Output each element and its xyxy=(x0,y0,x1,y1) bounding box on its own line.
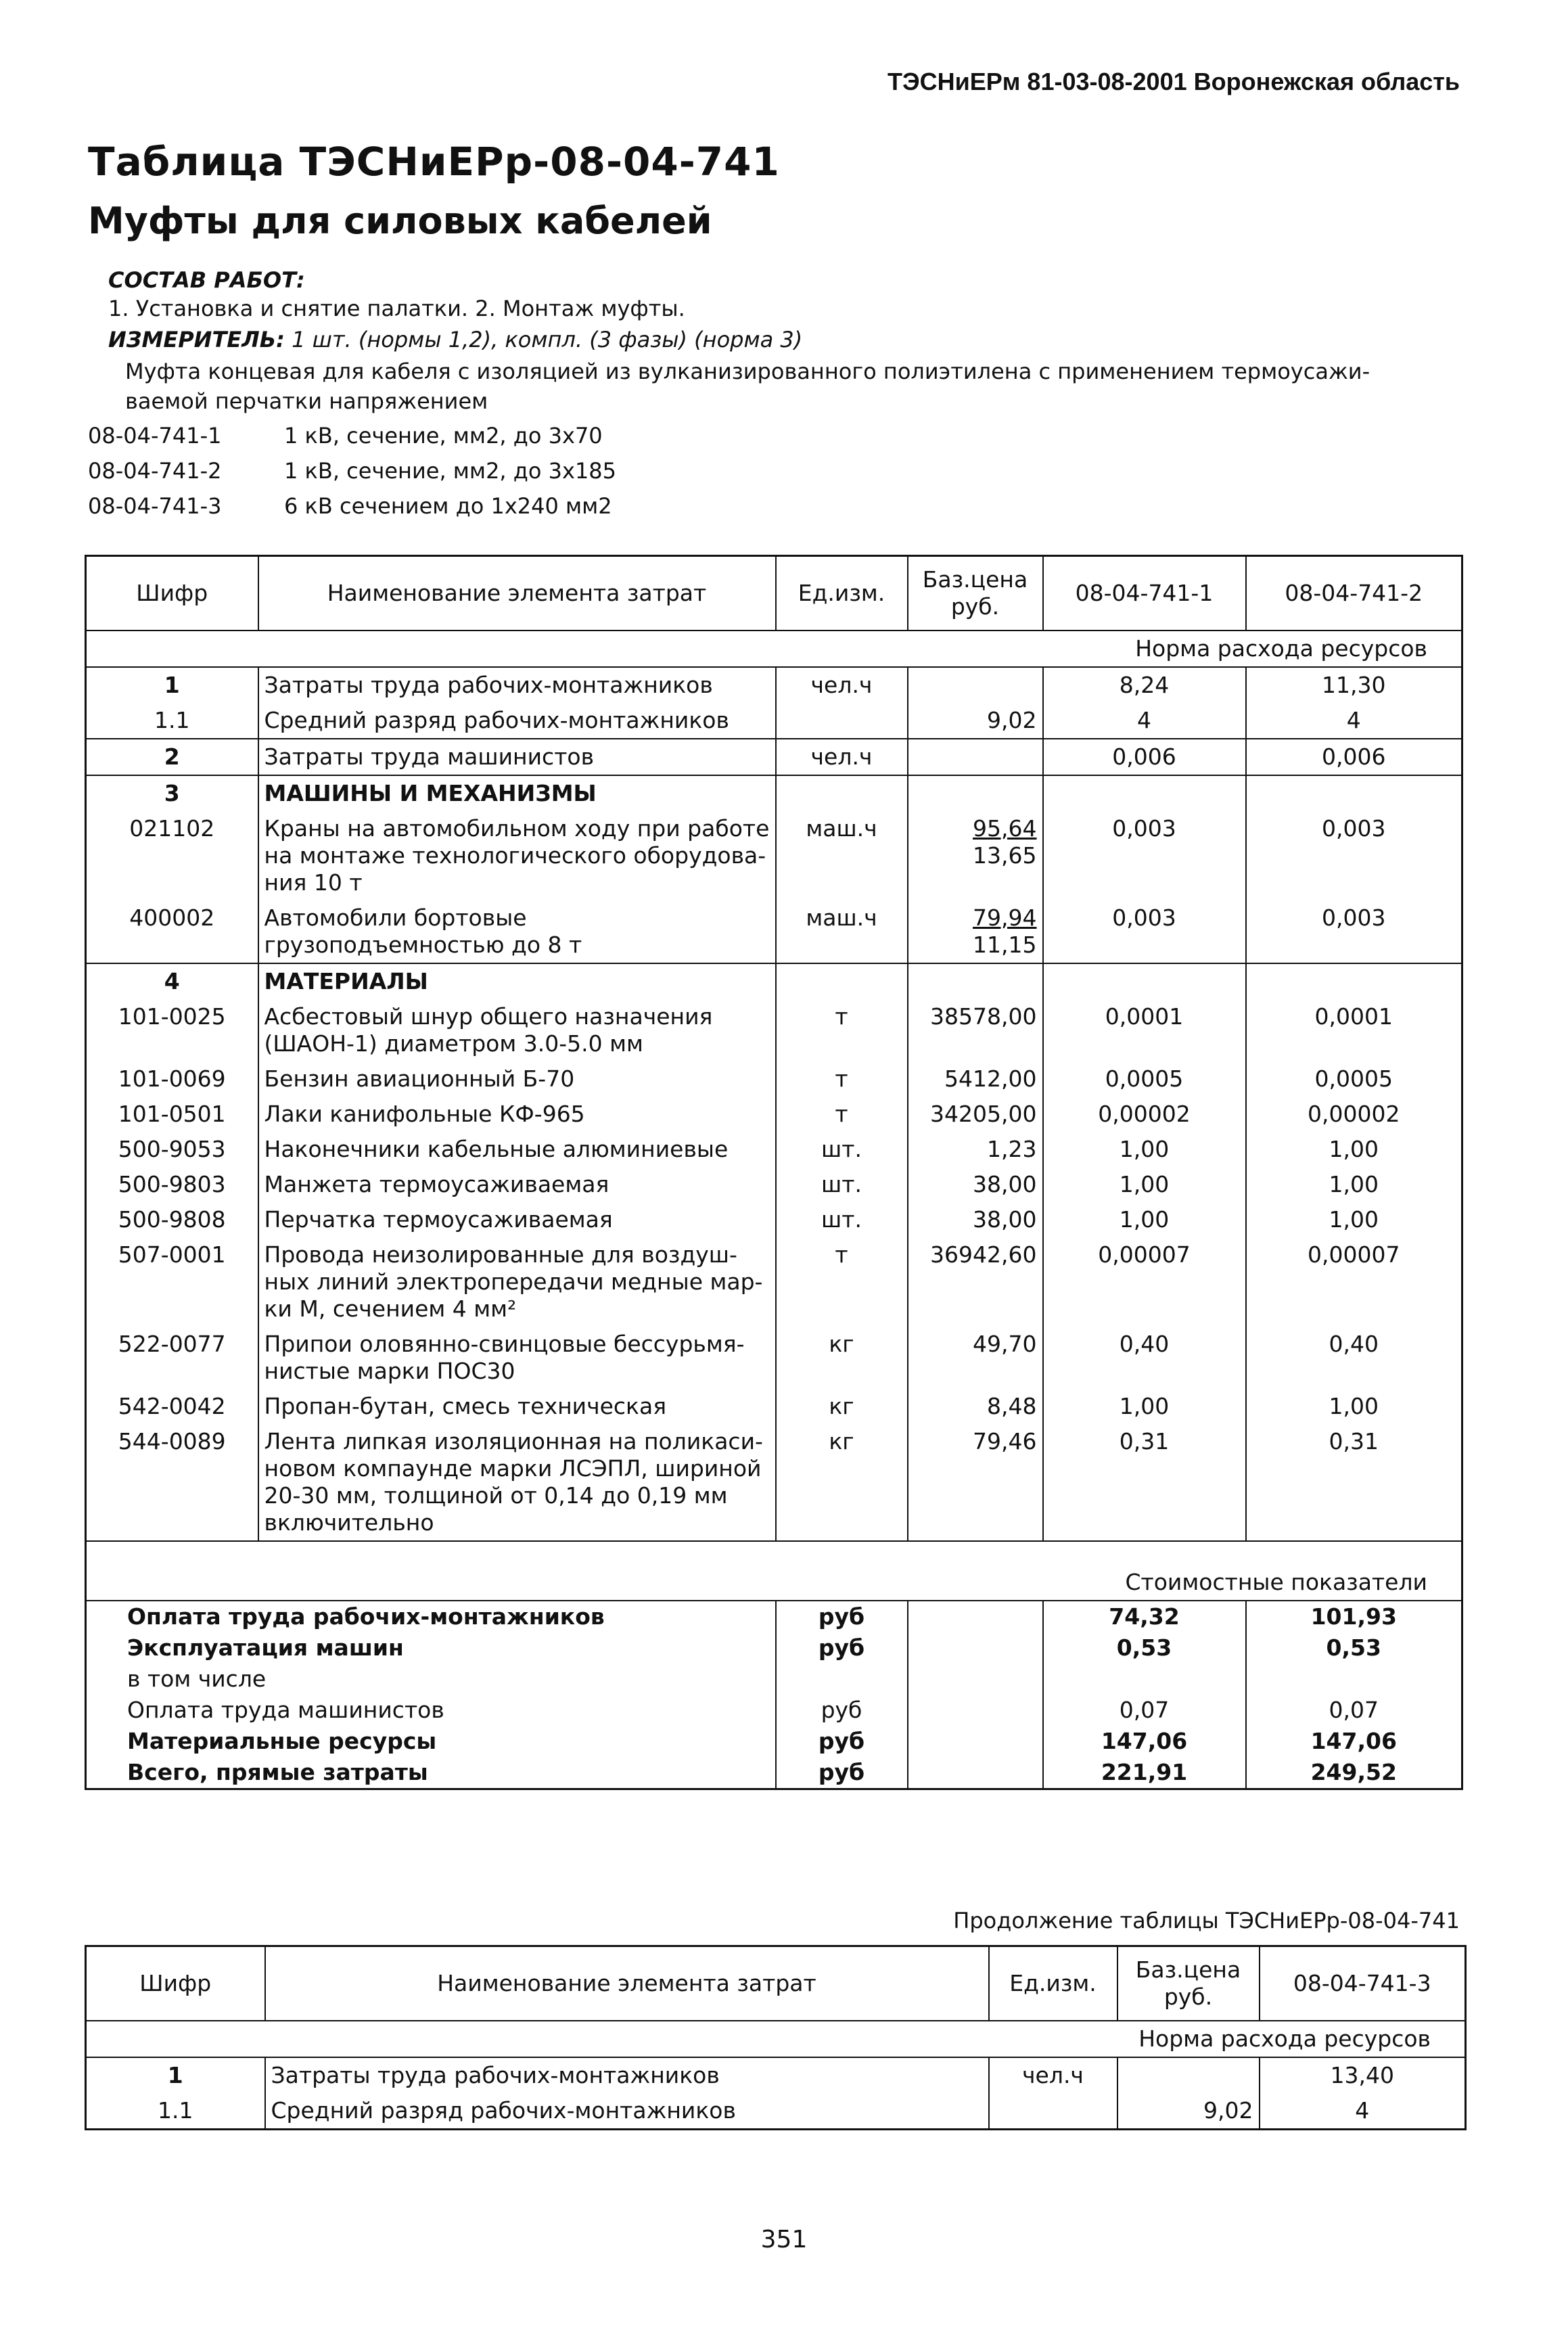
row-shifr: 500-9803 xyxy=(86,1167,258,1202)
cost-price xyxy=(908,1664,1043,1695)
code-item xyxy=(88,458,616,484)
row-value-1: 1,00 xyxy=(1043,1202,1246,1237)
row-value-1: 0,003 xyxy=(1043,900,1246,963)
row-name: Затраты труда рабочих-монтажников xyxy=(258,667,776,703)
cost-value-2 xyxy=(1246,1664,1462,1695)
row-shifr: 522-0077 xyxy=(86,1327,258,1389)
row-value-2: 0,006 xyxy=(1246,739,1462,775)
row-price: 8,48 xyxy=(908,1389,1043,1424)
row-value-2 xyxy=(1246,963,1462,999)
cost-unit: руб xyxy=(776,1726,908,1757)
row-unit: шт. xyxy=(776,1202,908,1237)
header-price xyxy=(908,556,1043,631)
row-shifr: 500-9808 xyxy=(86,1202,258,1237)
row-unit: чел.ч xyxy=(776,739,908,775)
row-price: 49,70 xyxy=(908,1327,1043,1389)
table-row xyxy=(86,1097,1462,1132)
row-unit: т xyxy=(776,1237,908,1327)
norm-caption-row xyxy=(86,2021,1466,2057)
row-name: Пропан-бутан, смесь техническая xyxy=(258,1389,776,1424)
row-unit: т xyxy=(776,1097,908,1132)
row-name: Автомобили бортовые грузоподъемностью до 8 т xyxy=(258,900,776,963)
description-line-2: ваемой перчатки напряжением xyxy=(125,388,488,414)
header-shifr: Шифр xyxy=(86,556,258,631)
resource-table xyxy=(85,555,1463,1790)
table-row xyxy=(86,703,1462,739)
cost-value-2: 249,52 xyxy=(1310,1758,1397,1785)
cost-caption: Стоимостные показатели xyxy=(86,1541,1462,1601)
header-price-line2: руб. xyxy=(950,593,1000,620)
row-value-1: 0,00007 xyxy=(1043,1237,1246,1327)
cost-unit: руб xyxy=(776,1632,908,1664)
row-price: 38,00 xyxy=(908,1202,1043,1237)
table-header-row xyxy=(86,556,1462,631)
row-shifr: 1.1 xyxy=(86,2093,265,2130)
cost-name: Оплата труда рабочих-монтажников xyxy=(86,1601,776,1632)
row-value-1 xyxy=(1043,775,1246,811)
row-price: 1,23 xyxy=(908,1132,1043,1167)
row-name: Припои оловянно-свинцовые бессурьмя-нистые марки ПОС30 xyxy=(258,1327,776,1389)
row-unit: кг xyxy=(776,1327,908,1389)
row-unit xyxy=(776,963,908,999)
price-base: 79,94 xyxy=(973,904,1037,931)
description-line-1: Муфта концевая для кабеля с изоляцией из вулканизированного полиэтилена с применением термоусажи- xyxy=(125,359,1370,384)
row-value-2: 1,00 xyxy=(1329,1170,1379,1197)
row-value-1: 1,00 xyxy=(1043,1389,1246,1424)
row-value-2: 1,00 xyxy=(1329,1135,1379,1162)
row-value-2: 0,00007 xyxy=(1308,1241,1400,1268)
price-wage: 11,15 xyxy=(973,931,1037,958)
row-value-2: 0,40 xyxy=(1329,1330,1379,1357)
norm-caption: Норма расхода ресурсов xyxy=(86,631,1462,667)
cost-value-1: 74,32 xyxy=(1043,1601,1246,1632)
cost-price xyxy=(908,1726,1043,1757)
cost-row xyxy=(86,1632,1462,1664)
table-row xyxy=(86,1061,1462,1097)
cost-row xyxy=(86,1695,1462,1726)
row-price xyxy=(1117,2057,1260,2093)
row-value-2: 11,30 xyxy=(1246,667,1462,703)
cost-unit xyxy=(776,1664,908,1695)
cost-row xyxy=(86,1726,1462,1757)
table-row xyxy=(86,2057,1466,2093)
row-shifr: 2 xyxy=(86,739,258,775)
table-header-row xyxy=(86,1946,1466,2021)
table-subtitle: Муфты для силовых кабелей xyxy=(88,200,712,242)
row-name: Бензин авиационный Б-70 xyxy=(258,1061,776,1097)
row-value-2: 4 xyxy=(1346,706,1361,733)
cost-name: Материальные ресурсы xyxy=(86,1726,776,1757)
resource-rows xyxy=(86,667,1462,1541)
row-value-2: 0,31 xyxy=(1329,1427,1379,1455)
table-row xyxy=(86,1327,1462,1389)
header-name: Наименование элемента затрат xyxy=(265,1946,989,2021)
row-name: МАТЕРИАЛЫ xyxy=(258,963,776,999)
norm-caption-row xyxy=(86,631,1462,667)
row-value-2 xyxy=(1246,775,1462,811)
cost-price xyxy=(908,1757,1043,1789)
row-name: Лаки канифольные КФ-965 xyxy=(258,1097,776,1132)
table-row xyxy=(86,1167,1462,1202)
row-price: 9,02 xyxy=(908,703,1043,739)
cost-price xyxy=(908,1632,1043,1664)
meter-text: 1 шт. (нормы 1,2), компл. (3 фазы) (норма 3) xyxy=(292,327,803,352)
row-name: Асбестовый шнур общего назначения (ШАОН-1) диаметром 3.0-5.0 мм xyxy=(258,999,776,1061)
code-text: 1 кВ, сечение, мм2, до 3х185 xyxy=(284,458,617,484)
cost-name: в том числе xyxy=(86,1664,776,1695)
cost-rows xyxy=(86,1601,1462,1789)
code-id: 08-04-741-2 xyxy=(88,458,222,484)
row-unit: кг xyxy=(776,1424,908,1541)
code-text: 6 кВ сечением до 1х240 мм2 xyxy=(284,493,612,519)
table-row xyxy=(86,667,1462,703)
cost-value-2: 0,53 xyxy=(1326,1634,1381,1661)
row-price: 9,02 xyxy=(1117,2093,1260,2130)
row-name: Провода неизолированные для воздуш-ных линий электропередачи медные мар-ки М, сечением 4 мм² xyxy=(258,1237,776,1327)
cost-value-1: 0,07 xyxy=(1043,1695,1246,1726)
row-name: МАШИНЫ И МЕХАНИЗМЫ xyxy=(258,775,776,811)
cost-unit: руб xyxy=(776,1757,908,1789)
row-shifr: 3 xyxy=(86,775,258,811)
row-unit: маш.ч xyxy=(776,811,908,900)
row-value-2: 0,00002 xyxy=(1308,1100,1400,1127)
table-row xyxy=(86,811,1462,900)
row-shifr: 4 xyxy=(86,963,258,999)
row-shifr: 542-0042 xyxy=(86,1389,258,1424)
row-shifr: 1 xyxy=(86,2057,265,2093)
row-price: 34205,00 xyxy=(908,1097,1043,1132)
work-composition-text: 1. Установка и снятие палатки. 2. Монтаж муфты. xyxy=(108,296,685,321)
header-code-3: 08-04-741-3 xyxy=(1260,1946,1466,2021)
row-value-1: 0,0005 xyxy=(1043,1061,1246,1097)
cost-name: Всего, прямые затраты xyxy=(86,1757,776,1789)
header-price-line1: Баз.цена xyxy=(922,566,1028,593)
row-value-1: 0,006 xyxy=(1043,739,1246,775)
row-price: 79,46 xyxy=(908,1424,1043,1541)
row-name: Средний разряд рабочих-монтажников xyxy=(265,2093,989,2130)
cost-value-1: 147,06 xyxy=(1043,1726,1246,1757)
row-shifr: 507-0001 xyxy=(86,1237,258,1327)
continuation-caption: Продолжение таблицы ТЭСНиЕРр-08-04-741 xyxy=(953,1908,1460,1933)
row-name: Затраты труда рабочих-монтажников xyxy=(265,2057,989,2093)
cost-unit: руб xyxy=(776,1695,908,1726)
header-price-line2: руб. xyxy=(1163,1983,1213,2010)
work-composition-label: СОСТАВ РАБОТ: xyxy=(108,267,305,293)
page-number: 351 xyxy=(760,2226,808,2253)
cost-value-2: 101,93 xyxy=(1310,1603,1397,1630)
header-code-2: 08-04-741-2 xyxy=(1246,556,1462,631)
row-unit: т xyxy=(776,1061,908,1097)
row-name: Затраты труда машинистов xyxy=(258,739,776,775)
cost-row xyxy=(86,1757,1462,1789)
row-price: 5412,00 xyxy=(908,1061,1043,1097)
row-value-1: 0,40 xyxy=(1043,1327,1246,1389)
table-title: Таблица ТЭСНиЕРр-08-04-741 xyxy=(88,139,780,185)
row-value-2: 0,003 xyxy=(1322,815,1386,842)
row-value-1: 8,24 xyxy=(1043,667,1246,703)
cost-caption-row xyxy=(86,1541,1462,1601)
cost-value-1: 221,91 xyxy=(1043,1757,1246,1789)
row-value-2: 1,00 xyxy=(1329,1392,1379,1419)
row-value-3: 4 xyxy=(1355,2097,1370,2124)
header-price-line1: Баз.цена xyxy=(1135,1956,1241,1983)
row-name: Перчатка термоусаживаемая xyxy=(258,1202,776,1237)
price-base: 95,64 xyxy=(973,815,1037,842)
cost-value-2: 147,06 xyxy=(1310,1727,1397,1754)
row-value-1: 0,31 xyxy=(1043,1424,1246,1541)
table-row xyxy=(86,1424,1462,1541)
cost-row xyxy=(86,1664,1462,1695)
row-unit: маш.ч xyxy=(776,900,908,963)
header-unit: Ед.изм. xyxy=(989,1946,1117,2021)
table-row xyxy=(86,2093,1466,2130)
row-unit: чел.ч xyxy=(776,667,908,703)
row-value-2: 0,003 xyxy=(1322,904,1386,931)
row-shifr: 500-9053 xyxy=(86,1132,258,1167)
row-price: 36942,60 xyxy=(908,1237,1043,1327)
row-unit xyxy=(989,2093,1117,2130)
document-header: ТЭСНиЕРм 81-03-08-2001 Воронежская область xyxy=(887,68,1460,95)
cost-value-1 xyxy=(1043,1664,1246,1695)
code-item xyxy=(88,493,612,519)
table-row xyxy=(86,963,1462,999)
row-name: Лента липкая изоляционная на поликаси-новом компаунде марки ЛСЭПЛ, шириной 20-30 мм, толщиной от 0,14 до 0,19 мм включительно xyxy=(258,1424,776,1541)
row-value-3: 13,40 xyxy=(1260,2057,1466,2093)
row-shifr: 1 xyxy=(86,667,258,703)
cost-value-1: 0,53 xyxy=(1043,1632,1246,1664)
norm-caption: Норма расхода ресурсов xyxy=(86,2021,1466,2057)
row-shifr: 101-0069 xyxy=(86,1061,258,1097)
row-value-1: 0,00002 xyxy=(1043,1097,1246,1132)
row-value-1 xyxy=(1043,963,1246,999)
row-value-1: 1,00 xyxy=(1043,1167,1246,1202)
table-row xyxy=(86,739,1462,775)
row-shifr: 021102 xyxy=(86,811,258,900)
row-price: 38,00 xyxy=(908,1167,1043,1202)
price-wage: 13,65 xyxy=(973,842,1037,869)
row-value-2: 1,00 xyxy=(1329,1206,1379,1233)
cost-value-2: 0,07 xyxy=(1329,1696,1379,1723)
table-row xyxy=(86,1389,1462,1424)
header-name: Наименование элемента затрат xyxy=(258,556,776,631)
row-value-1: 4 xyxy=(1043,703,1246,739)
row-unit: шт. xyxy=(776,1132,908,1167)
row-name: Манжета термоусаживаемая xyxy=(258,1167,776,1202)
row-value-2: 0,0001 xyxy=(1314,1003,1393,1030)
table-row xyxy=(86,775,1462,811)
cost-row xyxy=(86,1601,1462,1632)
cost-unit: руб xyxy=(776,1601,908,1632)
cost-name: Эксплуатация машин xyxy=(86,1632,776,1664)
row-value-1: 0,003 xyxy=(1043,811,1246,900)
row-value-1: 0,0001 xyxy=(1043,999,1246,1061)
code-id: 08-04-741-3 xyxy=(88,493,222,519)
header-unit: Ед.изм. xyxy=(776,556,908,631)
row-unit: кг xyxy=(776,1389,908,1424)
cost-price xyxy=(908,1695,1043,1726)
cost-price xyxy=(908,1601,1043,1632)
continuation-table xyxy=(85,1945,1467,2130)
header-code-1: 08-04-741-1 xyxy=(1043,556,1246,631)
row-price xyxy=(908,963,1043,999)
row-name: Краны на автомобильном ходу при работе на монтаже технологического оборудова-ния 10 т xyxy=(258,811,776,900)
row-shifr: 101-0025 xyxy=(86,999,258,1061)
row-unit xyxy=(776,775,908,811)
table-row xyxy=(86,1202,1462,1237)
row-price xyxy=(908,667,1043,703)
row-shifr: 101-0501 xyxy=(86,1097,258,1132)
row-name: Средний разряд рабочих-монтажников xyxy=(258,703,776,739)
table-row xyxy=(86,1237,1462,1327)
code-text: 1 кВ, сечение, мм2, до 3х70 xyxy=(284,423,603,449)
row-price xyxy=(908,811,1043,900)
row-price xyxy=(908,900,1043,963)
row-shifr: 544-0089 xyxy=(86,1424,258,1541)
code-item xyxy=(88,423,603,449)
row-unit: шт. xyxy=(776,1167,908,1202)
meter-line xyxy=(108,327,802,352)
row-price xyxy=(908,739,1043,775)
row-shifr: 1.1 xyxy=(86,703,258,739)
row-name: Наконечники кабельные алюминиевые xyxy=(258,1132,776,1167)
resource-rows xyxy=(86,2057,1466,2130)
row-unit xyxy=(776,703,908,739)
row-value-2: 0,0005 xyxy=(1314,1065,1393,1092)
table-row xyxy=(86,999,1462,1061)
table-row xyxy=(86,900,1462,963)
code-id: 08-04-741-1 xyxy=(88,423,222,449)
row-price xyxy=(908,775,1043,811)
row-unit: т xyxy=(776,999,908,1061)
row-unit: чел.ч xyxy=(989,2057,1117,2093)
meter-label: ИЗМЕРИТЕЛЬ: xyxy=(108,327,285,352)
row-value-1: 1,00 xyxy=(1043,1132,1246,1167)
row-price: 38578,00 xyxy=(908,999,1043,1061)
header-shifr: Шифр xyxy=(86,1946,265,2021)
cost-name: Оплата труда машинистов xyxy=(86,1695,776,1726)
row-shifr: 400002 xyxy=(86,900,258,963)
header-price xyxy=(1117,1946,1260,2021)
table-row xyxy=(86,1132,1462,1167)
